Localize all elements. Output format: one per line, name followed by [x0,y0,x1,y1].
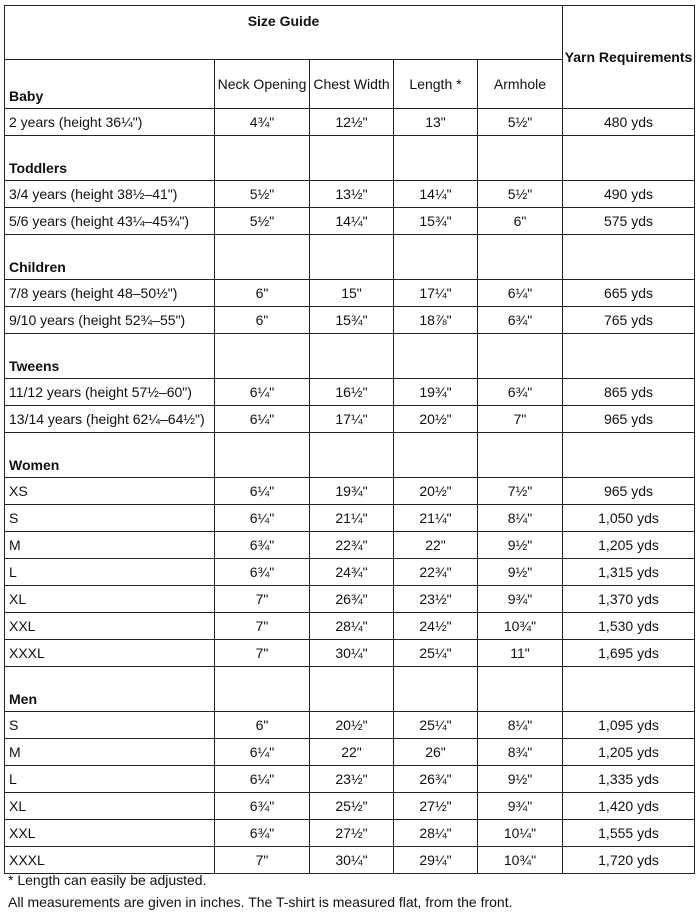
table-row [5,739,695,766]
yarn-amount: 765 yds [563,307,695,334]
neck-opening-value: 6¼" [215,478,310,505]
armhole-value: 11" [478,640,563,667]
length-footnote: * Length can easily be adjusted. [8,872,207,888]
size-guide-body [5,6,695,874]
length-value: 20½" [394,478,478,505]
chest-width-value: 19¾" [310,478,394,505]
length-value: 26¾" [394,766,478,793]
yarn-amount: 1,205 yds [563,532,695,559]
length-value: 20½" [394,406,478,433]
neck-opening-value: 5½" [215,208,310,235]
length-value: 28¼" [394,820,478,847]
empty-cell [394,667,478,712]
chest-width-value: 23½" [310,766,394,793]
empty-cell [215,433,310,478]
armhole-value: 10¼" [478,820,563,847]
yarn-amount: 1,205 yds [563,739,695,766]
neck-opening-value: 6" [215,712,310,739]
group-label: Tweens [5,334,215,379]
length-value: 26" [394,739,478,766]
group-header-row [5,667,695,712]
chest-width-value: 20½" [310,712,394,739]
chest-width-value: 22" [310,739,394,766]
neck-opening-value: 6¼" [215,406,310,433]
size-label: 7/8 years (height 48–50½") [5,280,215,307]
size-label: M [5,739,215,766]
yarn-amount: 490 yds [563,181,695,208]
neck-opening-value: 6¼" [215,739,310,766]
size-label: 11/12 years (height 57½–60") [5,379,215,406]
chest-width-value: 14¼" [310,208,394,235]
yarn-amount: 865 yds [563,379,695,406]
empty-cell [394,136,478,181]
length-value: 18⅞" [394,307,478,334]
neck-opening-value: 6¾" [215,559,310,586]
length-value: 19¾" [394,379,478,406]
armhole-value: 8¼" [478,505,563,532]
chest-width-value: 27½" [310,820,394,847]
size-label: 9/10 years (height 52¾–55") [5,307,215,334]
yarn-amount: 1,370 yds [563,586,695,613]
armhole-value: 9¾" [478,793,563,820]
empty-cell [215,334,310,379]
armhole-value: 6" [478,208,563,235]
empty-cell [215,667,310,712]
armhole-value: 5½" [478,109,563,136]
size-guide-title: Size Guide [5,6,563,60]
armhole-value: 9½" [478,559,563,586]
table-row [5,109,695,136]
empty-cell [478,136,563,181]
empty-cell [310,433,394,478]
chest-width-value: 28¼" [310,613,394,640]
table-row [5,406,695,433]
empty-cell [215,235,310,280]
group-header-row [5,334,695,379]
group-label: Toddlers [5,136,215,181]
table-row [5,640,695,667]
yarn-amount: 1,050 yds [563,505,695,532]
chest-width-value: 17¼" [310,406,394,433]
length-value: 23½" [394,586,478,613]
yarn-amount: 480 yds [563,109,695,136]
empty-cell [215,136,310,181]
armhole-value: 9¾" [478,586,563,613]
table-row [5,613,695,640]
table-row [5,379,695,406]
size-label: 13/14 years (height 62¼–64½") [5,406,215,433]
empty-cell [310,334,394,379]
length-value: 13" [394,109,478,136]
group-header-row [5,235,695,280]
chest-width-value: 26¾" [310,586,394,613]
neck-opening-value: 6¼" [215,766,310,793]
group-header-row [5,136,695,181]
armhole-value: 5½" [478,181,563,208]
chest-width-value: 25½" [310,793,394,820]
column-header-chest-width: Chest Width [310,60,394,109]
chest-width-value: 30¼" [310,640,394,667]
neck-opening-value: 6¾" [215,820,310,847]
length-value: 22" [394,532,478,559]
size-label: L [5,766,215,793]
column-header-length: Length * [394,60,478,109]
empty-cell [394,235,478,280]
size-label: L [5,559,215,586]
empty-cell [478,235,563,280]
length-value: 21¼" [394,505,478,532]
yarn-amount: 1,555 yds [563,820,695,847]
yarn-amount: 1,095 yds [563,712,695,739]
armhole-value: 6¾" [478,379,563,406]
chest-width-value: 24¾" [310,559,394,586]
column-header-armhole: Armhole [478,60,563,109]
empty-cell [563,235,695,280]
yarn-amount: 1,720 yds [563,847,695,874]
size-label: XL [5,793,215,820]
table-row [5,532,695,559]
table-row [5,208,695,235]
empty-cell [478,667,563,712]
neck-opening-value: 6" [215,280,310,307]
size-label: 3/4 years (height 38½–41") [5,181,215,208]
size-label: 2 years (height 36¼") [5,109,215,136]
neck-opening-value: 7" [215,640,310,667]
length-value: 14¼" [394,181,478,208]
table-row [5,280,695,307]
size-label: S [5,712,215,739]
title-row [5,6,695,60]
chest-width-value: 16½" [310,379,394,406]
size-label: XXXL [5,640,215,667]
group-header-row [5,433,695,478]
empty-cell [394,334,478,379]
table-row [5,478,695,505]
table-row [5,712,695,739]
yarn-amount: 965 yds [563,406,695,433]
size-label: 5/6 years (height 43¼–45¾") [5,208,215,235]
column-header-neck-opening: Neck Opening [215,60,310,109]
table-row [5,505,695,532]
armhole-value: 8¼" [478,712,563,739]
group-label: Baby [5,60,215,109]
table-row [5,820,695,847]
neck-opening-value: 4¾" [215,109,310,136]
yarn-amount: 1,335 yds [563,766,695,793]
table-row [5,766,695,793]
neck-opening-value: 6¾" [215,532,310,559]
armhole-value: 7½" [478,478,563,505]
measurement-footnote: All measurements are given in inches. The T-shirt is measured flat, from the front. [8,894,513,910]
yarn-amount: 1,315 yds [563,559,695,586]
table-row [5,307,695,334]
size-label: XXL [5,613,215,640]
length-value: 29¼" [394,847,478,874]
size-label: M [5,532,215,559]
armhole-value: 8¾" [478,739,563,766]
size-guide-table [4,5,695,874]
group-label: Women [5,433,215,478]
neck-opening-value: 6¼" [215,379,310,406]
length-value: 24½" [394,613,478,640]
empty-cell [563,136,695,181]
length-value: 15¾" [394,208,478,235]
size-label: XXL [5,820,215,847]
empty-cell [310,667,394,712]
neck-opening-value: 6¾" [215,793,310,820]
armhole-value: 9½" [478,532,563,559]
group-label: Men [5,667,215,712]
chest-width-value: 15" [310,280,394,307]
table-row [5,586,695,613]
armhole-value: 10¾" [478,613,563,640]
armhole-value: 6¼" [478,280,563,307]
empty-cell [310,136,394,181]
yarn-amount: 1,695 yds [563,640,695,667]
yarn-amount: 665 yds [563,280,695,307]
size-label: XS [5,478,215,505]
empty-cell [478,334,563,379]
size-label: S [5,505,215,532]
length-value: 27½" [394,793,478,820]
empty-cell [563,334,695,379]
table-row [5,793,695,820]
size-label: XXXL [5,847,215,874]
empty-cell [310,235,394,280]
table-row [5,181,695,208]
yarn-requirements-heading: Yarn Requirements [563,6,695,109]
chest-width-value: 13½" [310,181,394,208]
yarn-amount: 1,530 yds [563,613,695,640]
yarn-amount: 575 yds [563,208,695,235]
table-row [5,559,695,586]
length-value: 17¼" [394,280,478,307]
empty-cell [563,667,695,712]
neck-opening-value: 7" [215,586,310,613]
neck-opening-value: 7" [215,613,310,640]
yarn-amount: 1,420 yds [563,793,695,820]
neck-opening-value: 6" [215,307,310,334]
chest-width-value: 12½" [310,109,394,136]
group-label: Children [5,235,215,280]
length-value: 25¼" [394,712,478,739]
size-label: XL [5,586,215,613]
chest-width-value: 30¼" [310,847,394,874]
chest-width-value: 22¾" [310,532,394,559]
neck-opening-value: 5½" [215,181,310,208]
armhole-value: 10¾" [478,847,563,874]
empty-cell [478,433,563,478]
footnotes [8,869,512,913]
neck-opening-value: 6¼" [215,505,310,532]
armhole-value: 7" [478,406,563,433]
chest-width-value: 15¾" [310,307,394,334]
empty-cell [563,433,695,478]
armhole-value: 6¾" [478,307,563,334]
length-value: 25¼" [394,640,478,667]
armhole-value: 9½" [478,766,563,793]
empty-cell [394,433,478,478]
chest-width-value: 21¼" [310,505,394,532]
length-value: 22¾" [394,559,478,586]
yarn-amount: 965 yds [563,478,695,505]
neck-opening-value: 7" [215,847,310,874]
